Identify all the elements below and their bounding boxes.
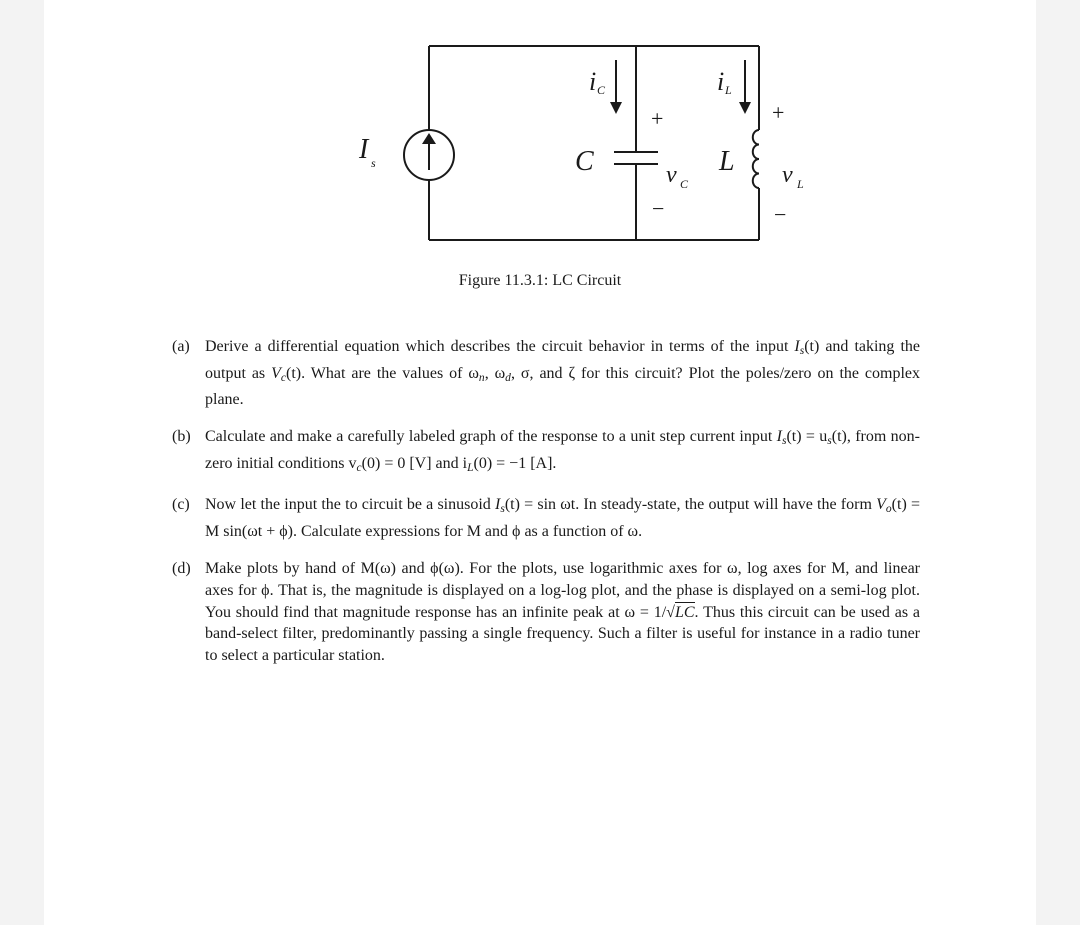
il-sub-label: L [725,83,732,97]
problem-d [172,558,920,667]
problem-label: (a) [172,338,190,355]
problem-label: (c) [172,496,190,514]
problem-b [172,426,920,479]
problem-c [172,494,920,542]
vl-label: v [782,162,793,188]
problem-text: Derive a differential equation which describes the circuit behavior in terms of the input $I_s(t)$ and taking the output as $V_c(t)$. What are the values of $\omega_n$, $\omega_d$, σ, and ζ for this circuit? Plot the poles/zero on the complex plane. [205,338,921,409]
vc-plus-label: + [651,106,664,131]
lc-circuit-figure [314,30,804,260]
circuit-diagram [314,30,804,260]
inductor-label: L [719,146,735,177]
source-label: I [359,134,369,165]
document-page [44,0,1036,925]
vl-plus-label: + [772,100,785,125]
vl-sub-label: L [797,177,804,191]
figure-caption: Figure 11.3.1: LC Circuit [458,272,622,289]
problem-label: (d) [172,559,191,577]
il-label: i [717,67,725,96]
problem-label: (b) [172,428,191,446]
ic-label: i [589,67,597,96]
problem-text: Now let the input the to circuit be a sinusoid $I_s(t) = \sin \omega t$. In steady-state, the output will have the form $V_o(t) = M$ sin(ωt + ϕ). Calculate expressions for M and ϕ as a function of ω. [205,496,921,541]
capacitor-label: C [575,146,594,177]
problem-a [172,336,920,411]
vl-minus-label: − [774,202,787,227]
vc-sub-label: C [680,177,689,191]
vc-label: v [666,162,677,188]
vc-minus-label: − [652,196,665,221]
ic-sub-label: C [597,83,606,97]
problem-list [172,336,920,682]
source-sub-label: s [371,156,376,170]
problem-text: Make plots by hand of M(ω) and ϕ(ω). For the plots, use logarithmic axes for ω, log axes for M, and linear axes for ϕ. That is, the magnitude is displayed on a log-log plot, and the phase is displayed on a semi-log plot. You should find that magnitude response has an infinite peak at ω = 1/√LC. Thus this circuit can be used as a band-select filter, predominantly passing a single frequency. Such a filter is useful for instance in a radio tuner to select a particular station. [205,559,920,665]
problem-text: Calculate and make a carefully labeled graph of the response to a unit step current input $I_s(t) = u_s(t)$, from non-zero initial conditions $v_c(0) = 0$ [V] and $i_L(0) = -1$ [A]. [205,428,920,474]
